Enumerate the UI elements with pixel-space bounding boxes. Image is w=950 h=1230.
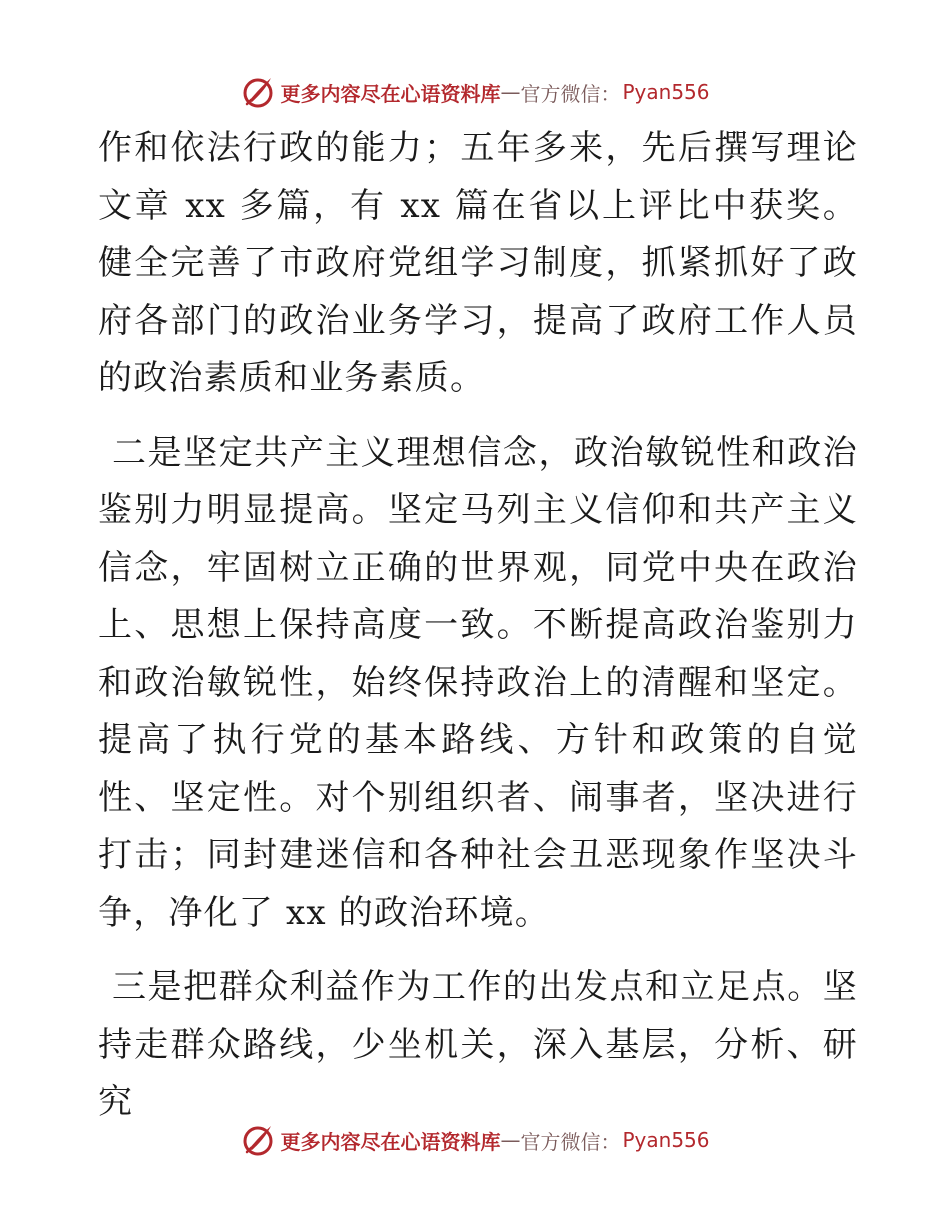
banner-text: 更多内容尽在心语资料库	[280, 81, 501, 106]
banner-official-label: 官方微信：	[520, 81, 621, 106]
banner-official-label: 官方微信：	[520, 1129, 621, 1154]
paragraph-3: 三是把群众利益作为工作的出发点和立足点。坚持走群众路线，少坐机关，深入基层，分析、研究	[98, 967, 858, 1122]
footer-watermark-banner	[0, 1118, 950, 1162]
paragraph-1: 作和依法行政的能力；五年多来，先后撰写理论文章 xx 多篇，有 xx 篇在省以上评比中获奖。健全完善了市政府党组学习制度，抓紧抓好了政府各部门的政治业务学习，提高了政府工作人员的政治素质和业务素质。	[98, 128, 858, 398]
banner-separator: —	[500, 80, 521, 104]
paragraph-2: 二是坚定共产主义理想信念，政治敏锐性和政治鉴别力明显提高。坚定马列主义信仰和共产主义信念，牢固树立正确的世界观，同党中央在政治上、思想上保持高度一致。不断提高政治鉴别力和政治敏锐性，始终保持政治上的清醒和坚定。提高了执行党的基本路线、方针和政策的自觉性、坚定性。对个别组织者、闹事者，坚决进行打击；同封建迷信和各种社会丑恶现象作坚决斗争，净化了 xx 的政治环境。	[98, 432, 858, 933]
quill-pen-logo-icon	[240, 74, 276, 110]
header-watermark-banner	[0, 70, 950, 114]
document-body	[98, 120, 858, 1132]
banner-separator: —	[500, 1128, 521, 1152]
banner-wechat-id: Pyan556	[622, 80, 710, 104]
banner-wechat-id: Pyan556	[622, 1128, 710, 1152]
quill-pen-logo-icon	[240, 1122, 276, 1158]
banner-text: 更多内容尽在心语资料库	[280, 1129, 501, 1154]
